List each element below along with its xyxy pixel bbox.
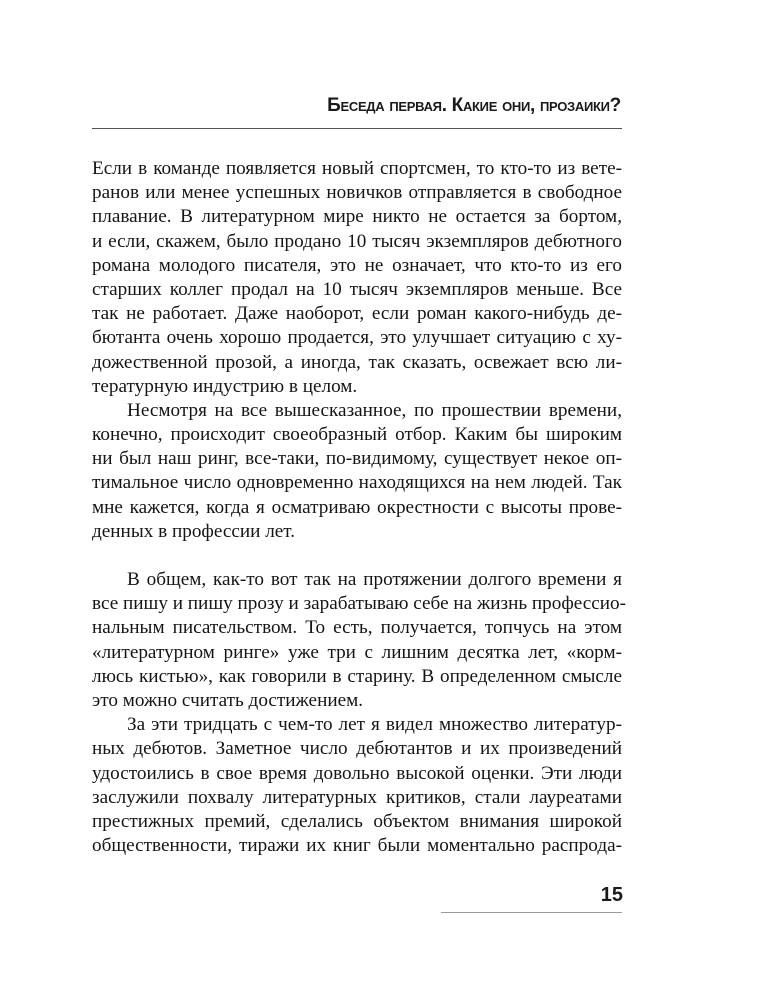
paragraph-4 <box>92 713 622 858</box>
header-rule <box>92 128 622 129</box>
running-head-title: Беседа первая. Какие они, прозаики? <box>327 95 621 116</box>
text-line: «литературном ринге» уже три с лишним десятка лет, «корм- <box>92 641 622 663</box>
paragraph-3 <box>92 568 627 713</box>
paragraph-1 <box>92 157 622 399</box>
text-line: романа молодого писателя, это не означает, что кто-то из его <box>92 254 622 276</box>
text-line: плавание. В литературном мире никто не остается за бортом, <box>92 206 622 228</box>
text-line: удостоились в свое время довольно высокой оценки. Эти люди <box>92 762 622 784</box>
text-line: престижных премий, сделались объектом внимания широкой <box>92 810 622 832</box>
text-line: люсь кистью», как говорили в старину. В определенном смысле <box>92 665 622 687</box>
paragraph-2 <box>92 399 622 544</box>
text-line: бютанта очень хорошо продается, это улучшает ситуацию с ху- <box>92 327 622 349</box>
text-line: старших коллег продал на 10 тысяч экземпляров меньше. Все <box>92 278 622 300</box>
text-line: дожественной прозой, а иногда, так сказать, освежает всю ли- <box>92 351 622 373</box>
text-line: это можно считать достижением. <box>92 689 364 711</box>
footer-rule <box>441 912 622 913</box>
text-line: денных в профессии лет. <box>92 520 296 542</box>
text-line: мне кажется, когда я осматриваю окрестности с высоты прове- <box>92 496 622 518</box>
text-line: Если в команде появляется новый спортсмен, то кто-то из вете- <box>92 158 622 179</box>
text-line: тературную индустрию в целом. <box>92 375 358 397</box>
text-line: нальным писательством. То есть, получается, топчусь на этом <box>92 617 622 639</box>
text-line: так не работает. Даже наоборот, если роман какого-нибудь де- <box>92 303 622 325</box>
text-line: За эти тридцать с чем-то лет я видел множество литератур- <box>127 714 622 736</box>
text-line: и если, скажем, было продано 10 тысяч экземпляров дебютного <box>92 230 622 252</box>
text-line: ни был наш ринг, все-таки, по-видимому, существует некое оп- <box>92 448 622 470</box>
text-line: ранов или менее успешных новичков отправляется в свободное <box>92 182 622 204</box>
text-line: тимальное число одновременно находящихся на нем людей. Так <box>92 472 622 494</box>
text-line: конечно, происходит своеобразный отбор. Каким бы широким <box>92 424 622 446</box>
section-break <box>92 544 622 568</box>
page-number: 15 <box>600 884 623 906</box>
text-line: все пишу и пишу прозу и зарабатываю себе на жизнь профессио- <box>92 593 627 615</box>
text-line: заслужили похвалу литературных критиков, стали лауреатами <box>92 786 622 808</box>
text-line: общественности, тиражи их книг были моментально распрода- <box>92 835 622 857</box>
text-line: Несмотря на все вышесказанное, по прошествии времени, <box>127 399 622 421</box>
text-line: В общем, как-то вот так на протяжении долгого времени я <box>127 569 622 590</box>
body-text <box>92 157 627 858</box>
text-line: ных дебютов. Заметное число дебютантов и их произведений <box>92 738 622 760</box>
